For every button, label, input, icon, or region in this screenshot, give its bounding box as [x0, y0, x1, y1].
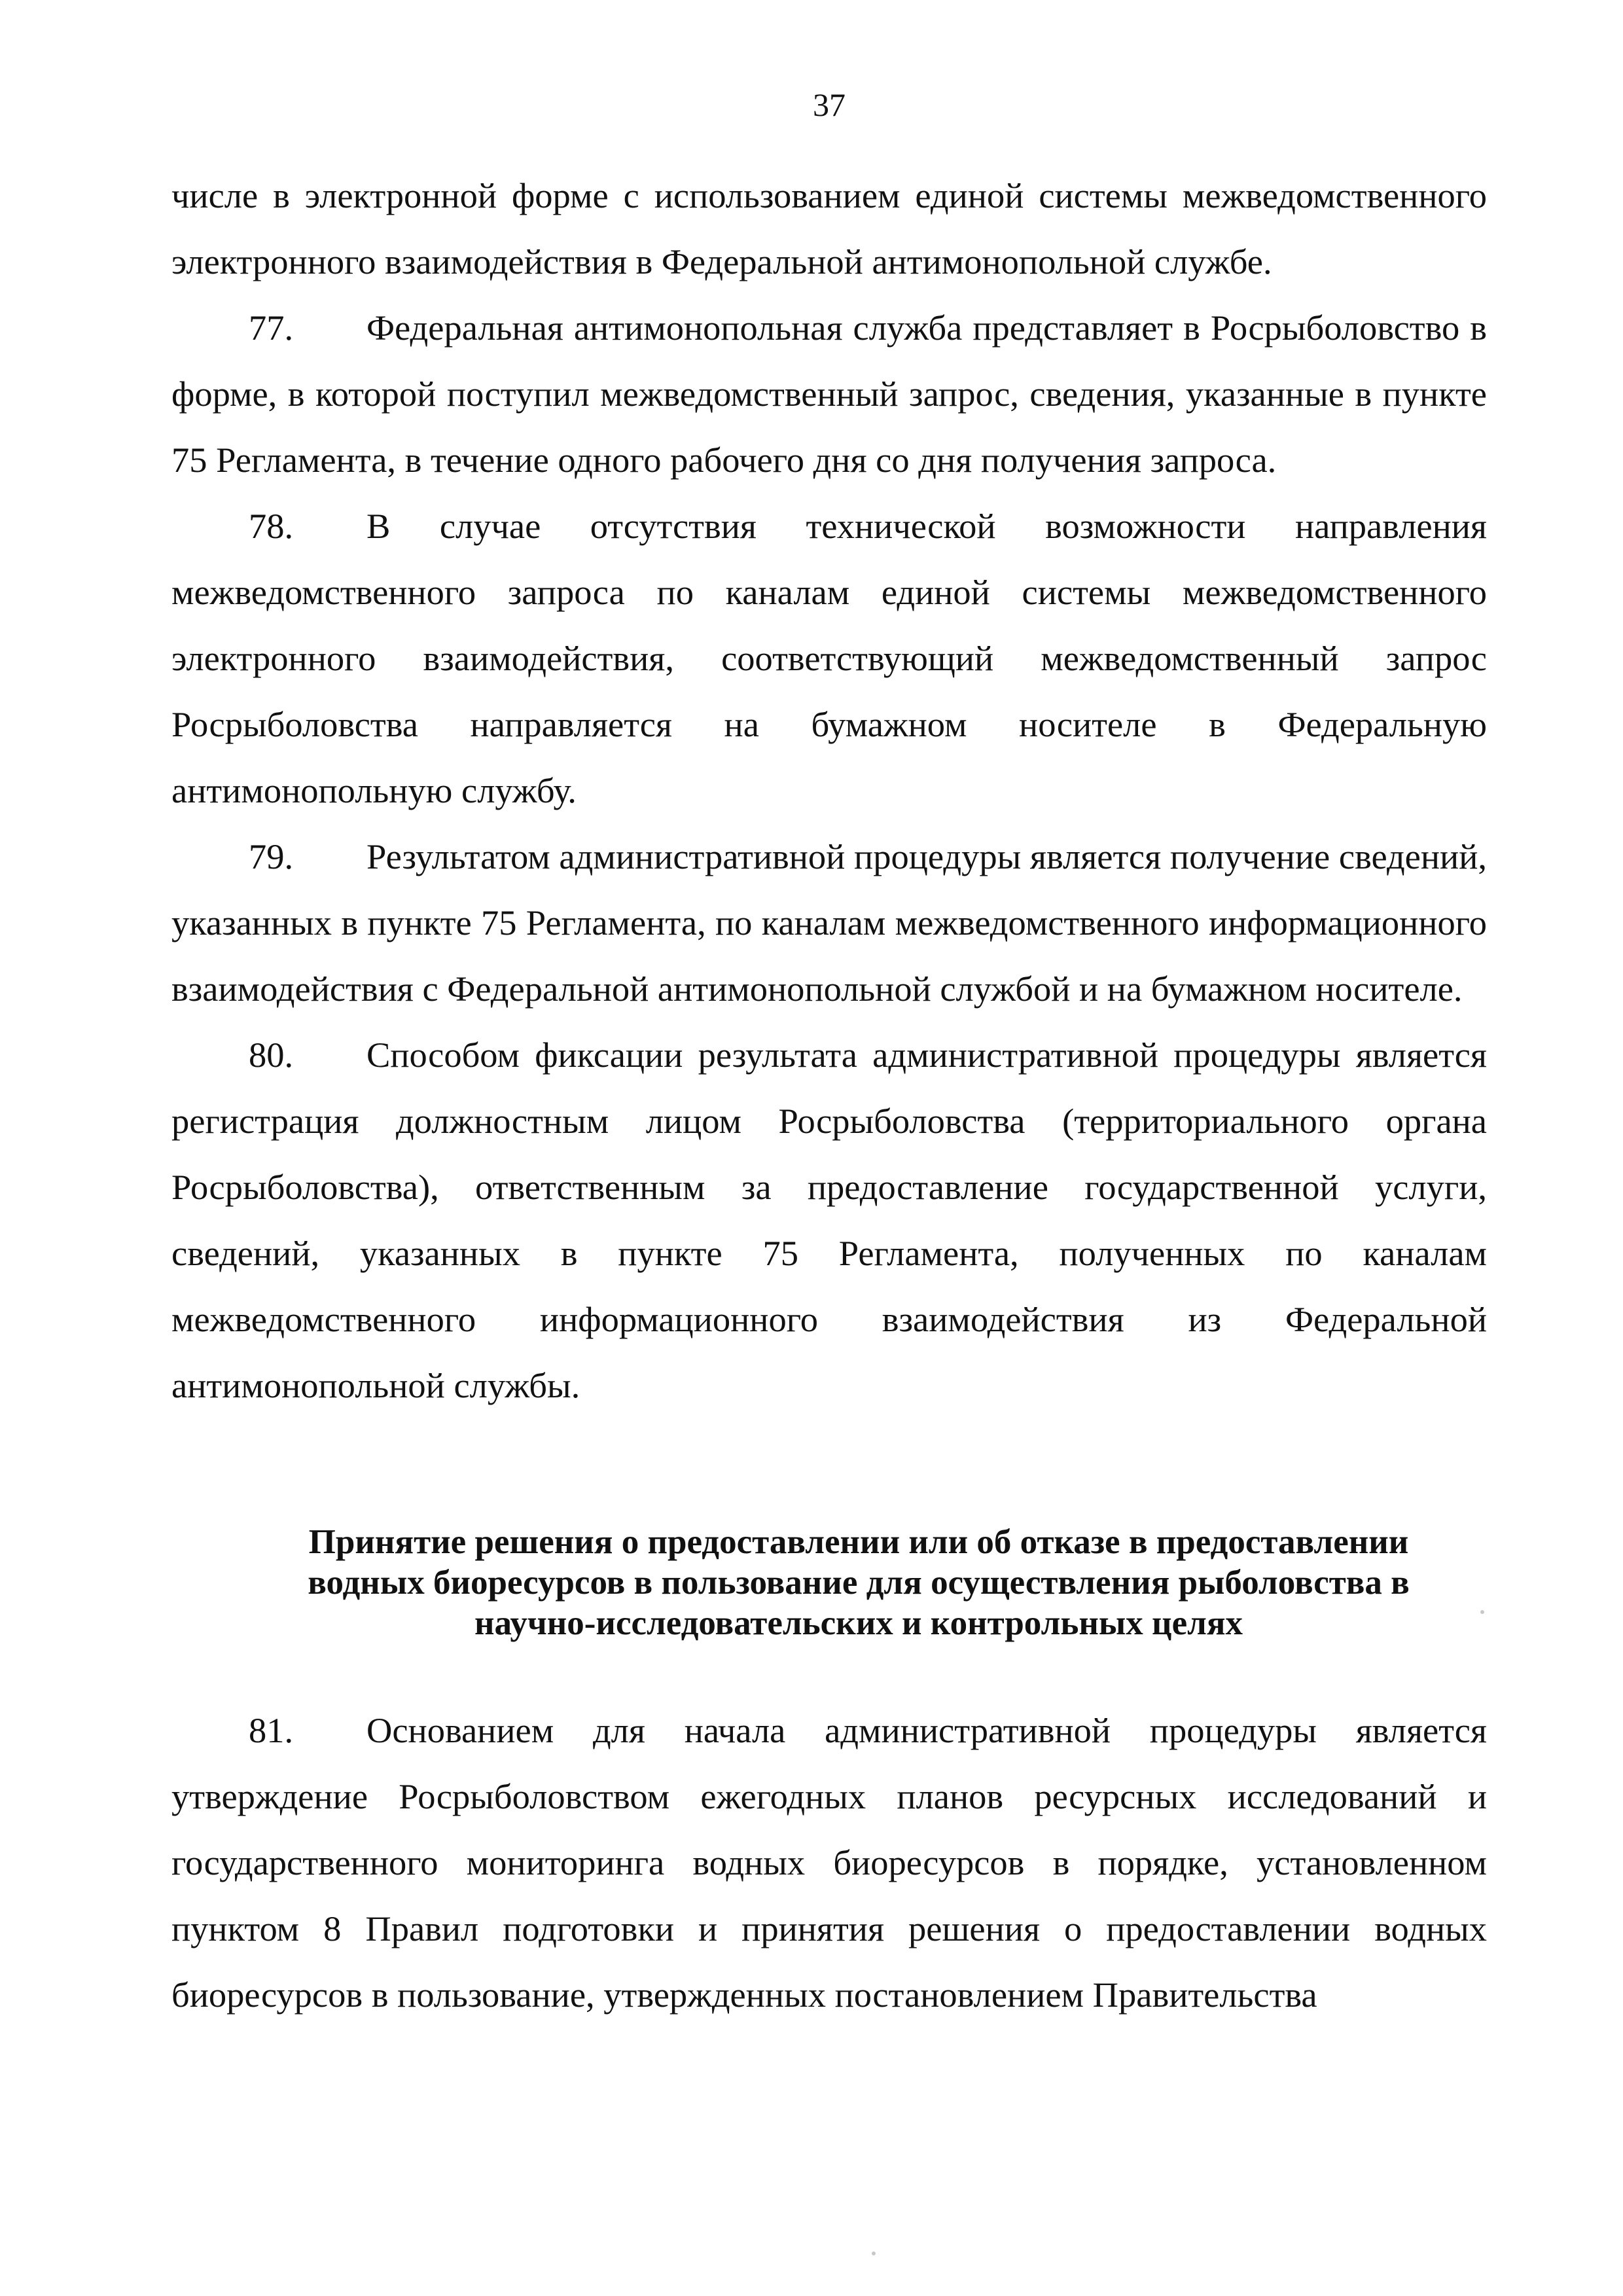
section-heading-line: научно-исследовательских и контрольных целях — [474, 1604, 1243, 1642]
paragraph-number: 78. — [249, 506, 294, 546]
section-heading-line: Принятие решения о предоставлении или об отказе в предоставлении — [308, 1523, 1409, 1561]
paragraph-80 — [171, 1022, 1487, 1418]
paragraph-number: 81. — [249, 1710, 294, 1750]
page-number: 37 — [813, 86, 846, 123]
paragraph-number: 77. — [249, 308, 294, 348]
paragraph-79 — [171, 823, 1487, 1022]
paragraph-text: числе в электронной форме с использованием единой системы межведомственного электронного взаимодействия в Федеральной антимонопольной службе. — [171, 175, 1487, 281]
paragraph-text: Способом фиксации результата административной процедуры является регистрация должностным лицом Росрыболовства (территориального органа Росрыболовства), ответственным за предоставление государственной услуги, сведений, указанных в пункте 75 Регламента, полученных по каналам межведомственного информационного взаимодействия из Федеральной антимонопольной службы. — [171, 1035, 1487, 1405]
paragraph-text: В случае отсутствия технической возможности направления межведомственного запроса по каналам единой системы межведомственного электронного взаимодействия, соответствующий межведомственный запрос Росрыболовства направляется на бумажном носителе в Федеральную антимонопольную службу. — [171, 506, 1487, 810]
paragraph-continuation — [171, 162, 1487, 295]
scan-speck — [1480, 1610, 1484, 1614]
paragraph-78 — [171, 493, 1487, 823]
paragraph-81 — [171, 1697, 1487, 2028]
paragraph-text: Основанием для начала административной процедуры является утверждение Росрыболовством ежегодных планов ресурсных исследований и государственного мониторинга водных биоресурсов в порядке, установленном пунктом 8 Правил подготовки и принятия решения о предоставлении водных биоресурсов в пользование, утвержденных постановлением Правительства — [171, 1710, 1487, 2015]
scan-speck — [872, 2251, 876, 2255]
section-heading — [171, 1522, 1487, 1643]
paragraph-text: Федеральная антимонопольная служба представляет в Росрыболовство в форме, в которой поступил межведомственный запрос, сведения, указанные в пункте 75 Регламента, в течение одного рабочего дня со дня получения запроса. — [171, 308, 1487, 480]
section-heading-line: водных биоресурсов в пользование для осуществления рыболовства в — [308, 1564, 1410, 1602]
paragraph-number: 80. — [249, 1035, 294, 1075]
paragraph-text: Результатом административной процедуры является получение сведений, указанных в пункте 75 Регламента, по каналам межведомственного информационного взаимодействия с Федеральной антимонопольной службой и на бумажном носителе. — [171, 836, 1487, 1009]
paragraph-number: 79. — [249, 836, 294, 876]
document-page — [171, 0, 1487, 2296]
document-body — [171, 162, 1487, 2028]
paragraph-77 — [171, 295, 1487, 493]
